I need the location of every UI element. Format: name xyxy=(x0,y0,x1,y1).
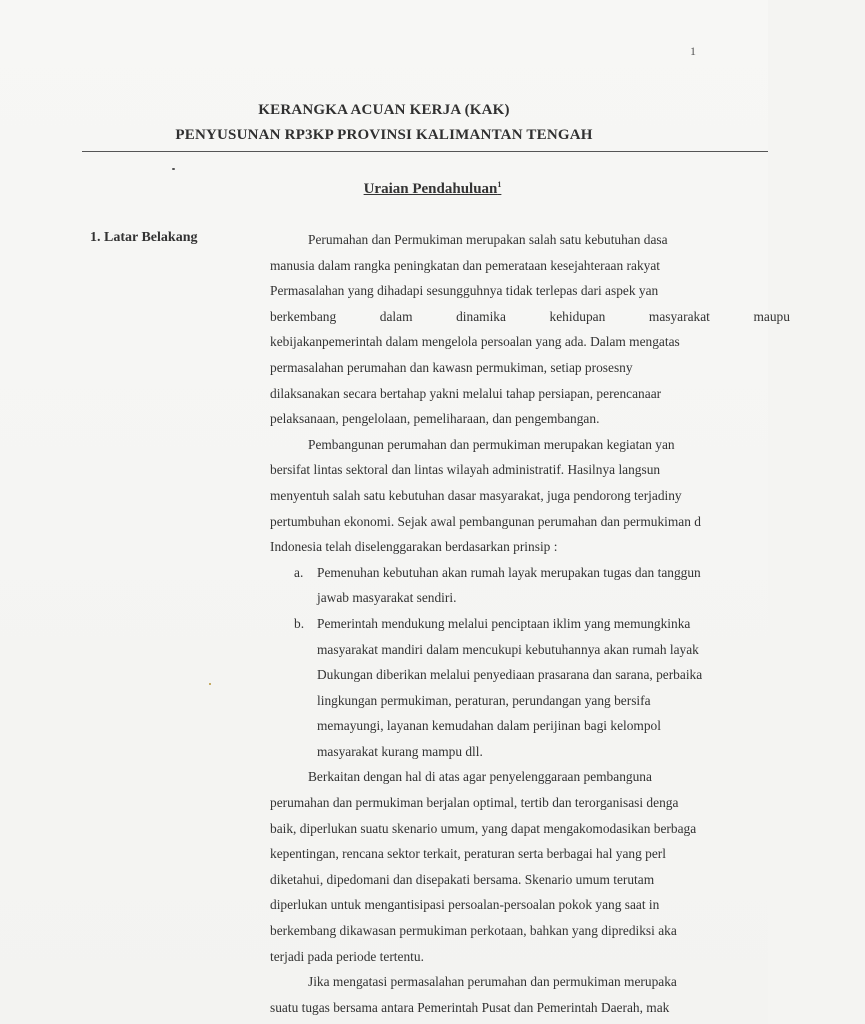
paragraph-line: Pembangunan perumahan dan permukiman merupakan kegiatan yan xyxy=(308,436,675,452)
paragraph-line: Permasalahan yang dihadapi sesungguhnya tidak terlepas dari aspek yan xyxy=(270,283,659,299)
paragraph-line: pelaksanaan, pengelolaan, pemeliharaan, dan pengembangan. xyxy=(270,411,600,427)
list-item-line: lingkungan permukiman, peraturan, perundangan yang bersifa xyxy=(317,692,651,708)
list-marker: a. xyxy=(294,564,304,580)
list-item-line: jawab masyarakat sendiri. xyxy=(317,590,457,606)
paragraph-line: Indonesia telah diselenggarakan berdasarkan prinsip : xyxy=(270,539,558,555)
list-marker: b. xyxy=(294,615,305,631)
scan-speck xyxy=(209,683,211,685)
paragraph-line: pertumbuhan ekonomi. Sejak awal pembangunan perumahan dan permukiman d xyxy=(270,513,701,529)
paragraph-line: diperlukan untuk mengantisipasi persoalan-persoalan pokok yang saat in xyxy=(270,897,660,913)
paragraph-line: Berkaitan dengan hal di atas agar penyelenggaraan pembanguna xyxy=(308,769,652,785)
paragraph-line: kebijakanpemerintah dalam mengelola persoalan yang ada. Dalam mengatas xyxy=(270,334,680,350)
section-subtitle xyxy=(0,180,865,198)
list-item-line: Dukungan diberikan melalui penyediaan prasarana dan sarana, perbaika xyxy=(317,667,703,683)
paragraph-line: kepentingan, rencana sektor terkait, peraturan serta berbagai hal yang perl xyxy=(270,846,666,862)
list-item-text: Pemenuhan kebutuhan akan rumah layak merupakan tugas dan tanggun xyxy=(317,564,701,580)
word: masyarakat xyxy=(648,308,710,324)
paragraph-line: permasalahan perumahan dan kawasn permukiman, setiap prosesny xyxy=(270,359,633,375)
word: kehidupan xyxy=(549,308,606,324)
word: dinamika xyxy=(456,308,506,324)
header-divider xyxy=(82,151,768,152)
paragraph-line: baik, diperlukan suatu skenario umum, yang dapat mengakomodasikan berbaga xyxy=(270,820,697,836)
word: maupu xyxy=(753,308,790,324)
paragraph-line: berkembang dikawasan permukiman perkotaan, bahkan yang diprediksi aka xyxy=(270,923,677,939)
document-title-line2: PENYUSUNAN RP3KP PROVINSI KALIMANTAN TENGAH xyxy=(175,127,593,143)
section-body xyxy=(270,227,800,1020)
paragraph-line: diketahui, dipedomani dan disepakati bersama. Skenario umum terutam xyxy=(270,871,655,887)
list-item-line: masyarakat kurang mampu dll. xyxy=(317,743,483,759)
word: berkembang xyxy=(270,308,337,324)
section-label: 1. Latar Belakang xyxy=(90,230,198,245)
paragraph-line: perumahan dan permukiman berjalan optimal, tertib dan terorganisasi denga xyxy=(270,795,679,811)
word: dalam xyxy=(379,308,413,324)
list-item-line: masyarakat mandiri dalam mencukupi kebutuhannya akan rumah layak xyxy=(317,641,699,657)
list-item-text: Pemerintah mendukung melalui penciptaan iklim yang memungkinka xyxy=(317,615,691,631)
paragraph-line: Jika mengatasi permasalahan perumahan dan permukiman merupaka xyxy=(308,974,677,990)
subtitle-text: Uraian Pendahuluan xyxy=(363,181,498,197)
paragraph-line: bersifat lintas sektoral dan lintas wilayah administratif. Hasilnya langsun xyxy=(270,462,661,478)
page-number: 1 xyxy=(690,44,696,58)
paragraph-line: terjadi pada periode tertentu. xyxy=(270,948,424,964)
footnote-mark: 1 xyxy=(497,180,502,189)
paragraph-line-justified xyxy=(270,304,790,330)
paragraph-line: suatu tugas bersama antara Pemerintah Pusat dan Pemerintah Daerah, mak xyxy=(270,999,670,1015)
list-item-line: memayungi, layanan kemudahan dalam perijinan bagi kelompol xyxy=(317,718,661,734)
document-title-line1: KERANGKA ACUAN KERJA (KAK) xyxy=(258,102,510,118)
scan-speck xyxy=(172,168,175,170)
paragraph-line: Perumahan dan Permukiman merupakan salah satu kebutuhan dasa xyxy=(308,232,668,247)
list-item xyxy=(270,611,800,637)
list-item xyxy=(270,560,800,586)
paragraph-line: manusia dalam rangka peningkatan dan pemerataan kesejahteraan rakyat xyxy=(270,257,661,273)
paragraph-line: dilaksanakan secara bertahap yakni melalui tahap persiapan, perencanaar xyxy=(270,385,662,401)
paragraph-line: menyentuh salah satu kebutuhan dasar masyarakat, juga pendorong terjadiny xyxy=(270,487,682,503)
